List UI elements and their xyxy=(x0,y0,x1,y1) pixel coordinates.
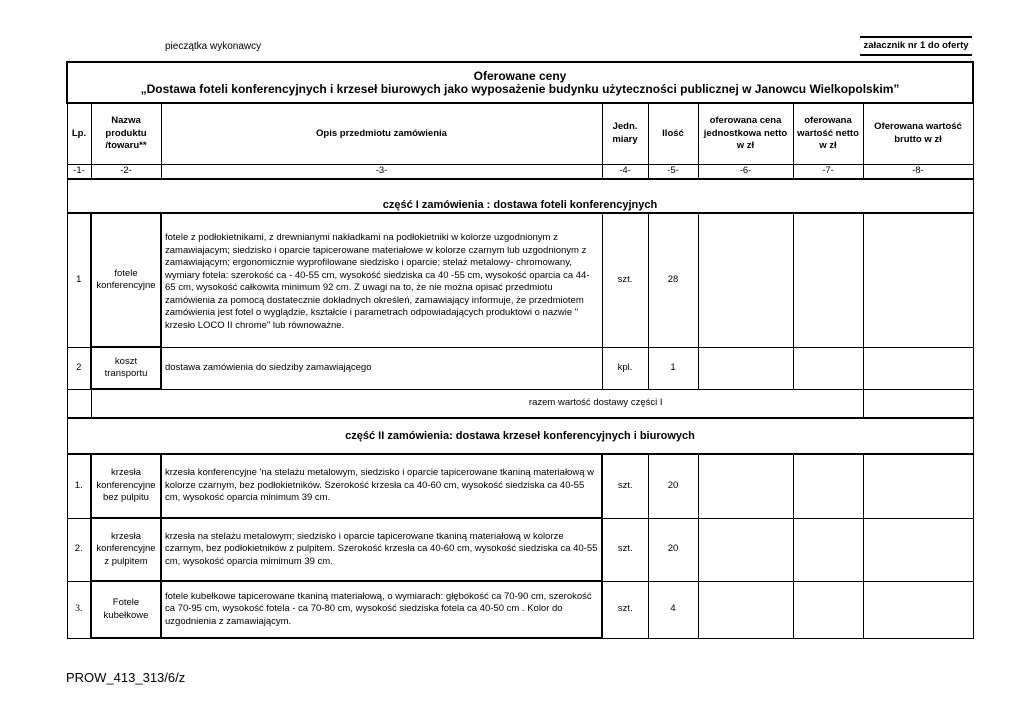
row-name: krzesła konferencyjne z pulpitem xyxy=(91,518,161,581)
row-net-value[interactable] xyxy=(793,213,863,347)
row-description: dostawa zamówienia do siedziby zamawiającego xyxy=(161,347,602,389)
row-unit: szt. xyxy=(602,213,648,347)
table-row xyxy=(67,213,973,347)
row-name: krzesła konferencyjne bez pulpitu xyxy=(91,454,161,518)
column-number: -3- xyxy=(161,164,602,179)
col-name: Nazwa produktu /towaru** xyxy=(91,103,161,164)
col-lp: Lp. xyxy=(67,103,91,164)
row-unit-price[interactable] xyxy=(698,518,793,581)
column-number-row xyxy=(67,164,973,179)
row-lp: 1 xyxy=(67,213,91,347)
table-row xyxy=(67,518,973,581)
row-gross-value[interactable] xyxy=(863,213,973,347)
row-quantity: 28 xyxy=(648,213,698,347)
row-description: krzesła konferencyjne 'na stelażu metalowym, siedzisko i oparcie tapicerowane tkaniną materiałową w kolorze czarnym, bez podłokietników. Szerokość krzesła ca 40-60 cm, wysokość siedziska ca 40-55 cm, wysokość oparcia minimum 39 cm. xyxy=(161,454,602,518)
row-name: koszt transportu xyxy=(91,347,161,389)
col-gross-value: Oferowana wartość brutto w zł xyxy=(863,103,973,164)
row-gross-value[interactable] xyxy=(863,518,973,581)
title-line-1: Oferowane ceny xyxy=(473,69,567,83)
part1-total-value[interactable] xyxy=(863,389,973,418)
row-gross-value[interactable] xyxy=(863,347,973,389)
row-net-value[interactable] xyxy=(793,518,863,581)
row-description: krzesła na stelażu metalowym; siedzisko i oparcie tapicerowane tkaniną materiałową w kolorze czarnym, bez podłokietników z pulpitem. Szerokość krzesła ca 40-60 cm, wysokość siedziska ca 40-55 cm, wysokość oparcia mimimum 39 cm. xyxy=(161,518,602,581)
row-description: fotele z podłokietnikami, z drewnianymi nakładkami na podłokietniki w kolorze uzgodnionym z zamawiajacym; siedzisko i oparcie tapicerowane materiałowe w kolorze czarnym lub uzgodnionym z zamawiającym; ergonomicznie wyprofilowane siedzisko i oparcie; stelaż metalowy- chromowany, wymiary fotela: szerokość ca - 40-55 cm, wysokość siedziska ca 40 -55 cm, wysokość oparcia ca 44-65 cm, wysokość całkowita minimum 92 cm. Z uwagi na to, że nie można opisać przedmiotu zamówienia za pomocą dostatecznie dokładnych określeń, zamawiający informuje, że przedmiotem zamówienia jest fotel o wyglądzie, kształcie i parametrach odpowiadających produktowi o nazwie " krzesło LOCO II chrome" lub równoważne. xyxy=(161,213,602,347)
part1-heading: część I zamówienia : dostawa foteli konferencyjnych xyxy=(67,179,973,213)
row-net-value[interactable] xyxy=(793,347,863,389)
column-number: -5- xyxy=(648,164,698,179)
row-lp: 3. xyxy=(67,581,91,638)
part2-heading: część II zamówienia: dostawa krzeseł konferencyjnych i biurowych xyxy=(67,418,973,454)
row-gross-value[interactable] xyxy=(863,581,973,638)
col-unit-price: oferowana cena jednostkowa netto w zł xyxy=(698,103,793,164)
row-quantity: 20 xyxy=(648,454,698,518)
title-line-2: „Dostawa foteli konferencyjnych i krzeseł biurowych jako wyposażenie budynku użyteczności publicznej w Janowcu Wielkopolskim” xyxy=(140,81,900,96)
part1-total-label: razem wartość dostawy części I xyxy=(91,389,863,418)
row-unit-price[interactable] xyxy=(698,454,793,518)
column-number: -2- xyxy=(91,164,161,179)
row-net-value[interactable] xyxy=(793,454,863,518)
row-lp: 1. xyxy=(67,454,91,518)
col-net-value: oferowana wartość netto w zł xyxy=(793,103,863,164)
row-unit-price[interactable] xyxy=(698,581,793,638)
column-number: -4- xyxy=(602,164,648,179)
document-code: PROW_413_313/6/z xyxy=(66,670,186,685)
row-unit-price[interactable] xyxy=(698,213,793,347)
column-number: -7- xyxy=(793,164,863,179)
table-row xyxy=(67,454,973,518)
row-description: fotele kubełkowe tapicerowane tkaniną materiałową, o wymiarach: głębokość ca 70-90 cm, szerokość ca 70-95 cm, wysokość fotela - ca 70-80 cm, wysokość siedziska fotela ca 40-50 cm . Kolor do uzgodnienia z zamawiającym. xyxy=(161,581,602,638)
row-net-value[interactable] xyxy=(793,581,863,638)
offer-table xyxy=(66,61,974,639)
stamp-label: pieczątka wykonawcy xyxy=(165,41,262,52)
table-row xyxy=(67,581,973,638)
row-unit: szt. xyxy=(602,454,648,518)
col-unit: Jedn. miary xyxy=(602,103,648,164)
header-row xyxy=(67,103,973,164)
row-gross-value[interactable] xyxy=(863,454,973,518)
col-description: Opis przedmiotu zamówienia xyxy=(161,103,602,164)
row-quantity: 20 xyxy=(648,518,698,581)
row-quantity: 1 xyxy=(648,347,698,389)
column-number: -8- xyxy=(863,164,973,179)
row-unit: szt. xyxy=(602,581,648,638)
column-number: -6- xyxy=(698,164,793,179)
row-quantity: 4 xyxy=(648,581,698,638)
row-lp: 2. xyxy=(67,518,91,581)
column-number: -1- xyxy=(67,164,91,179)
annex-label: załacznik nr 1 do oferty xyxy=(860,36,972,56)
table-title xyxy=(67,62,973,103)
row-name: fotele konferencyjne xyxy=(91,213,161,347)
row-unit-price[interactable] xyxy=(698,347,793,389)
row-lp: 2 xyxy=(67,347,91,389)
part1-total-row xyxy=(67,389,973,418)
col-quantity: Ilość xyxy=(648,103,698,164)
row-unit: kpl. xyxy=(602,347,648,389)
table-row xyxy=(67,347,973,389)
row-name: Fotele kubełkowe xyxy=(91,581,161,638)
row-unit: szt. xyxy=(602,518,648,581)
